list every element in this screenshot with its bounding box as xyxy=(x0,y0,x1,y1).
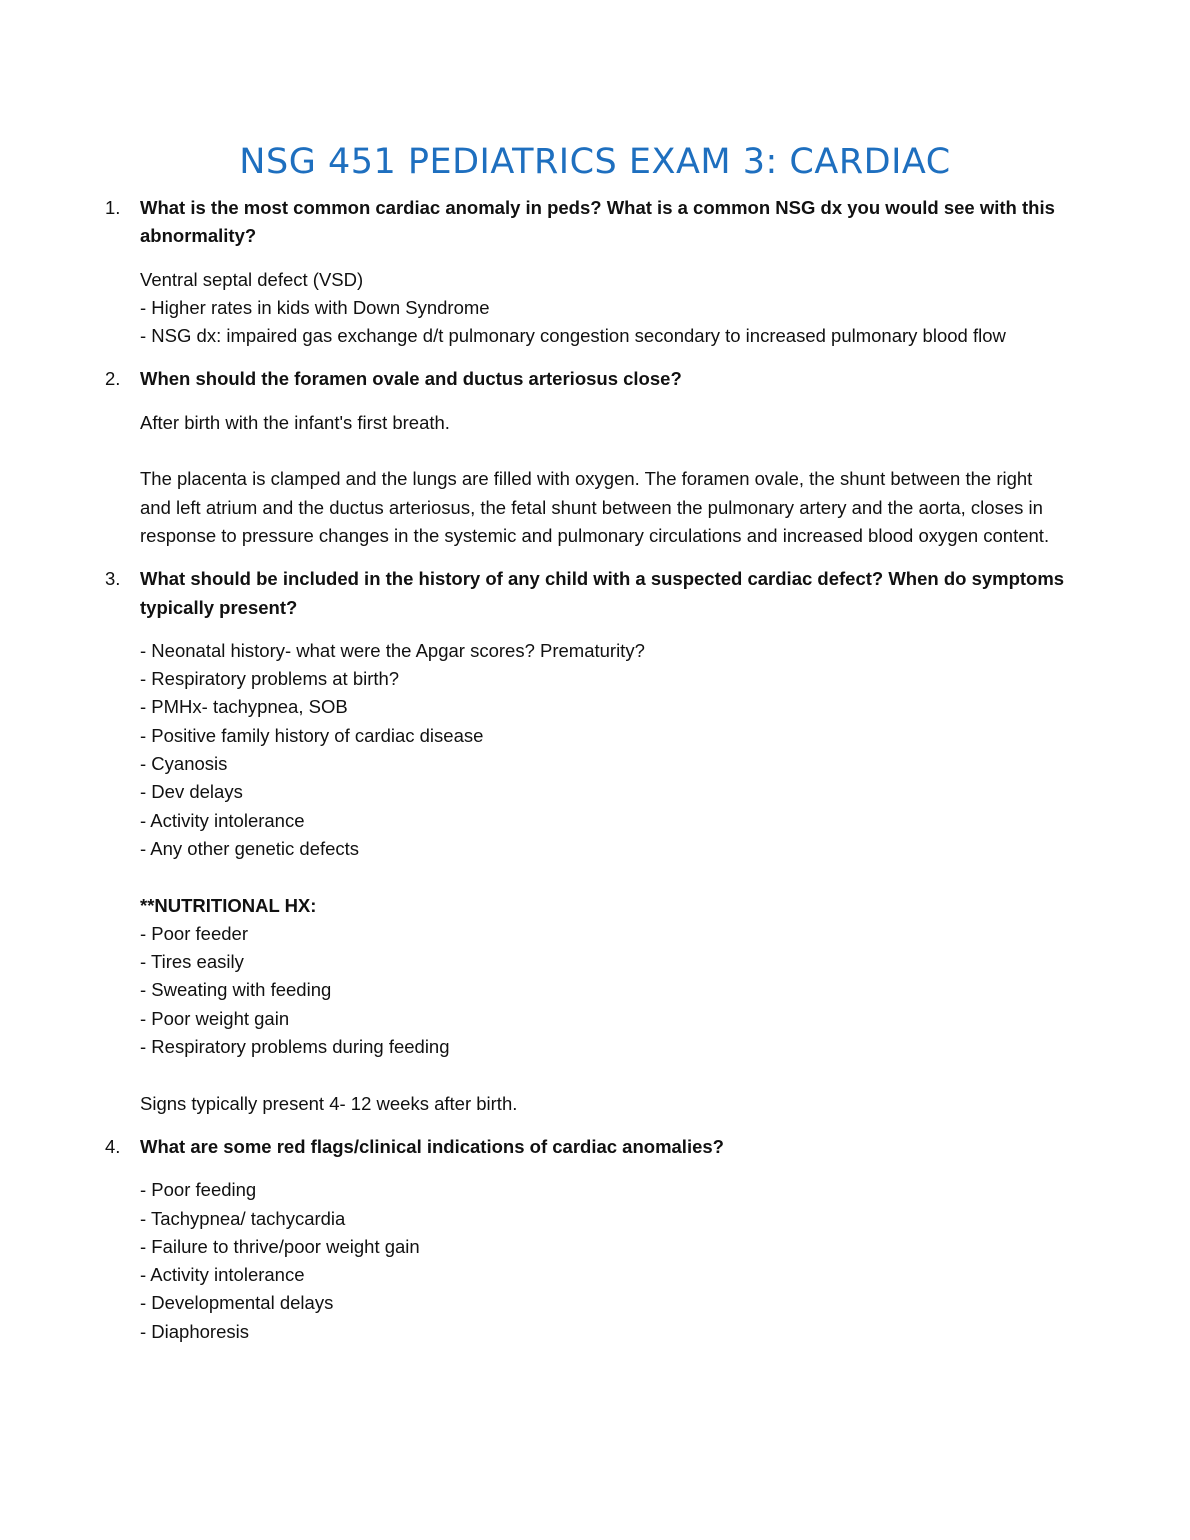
question-2 xyxy=(105,365,1065,393)
answer-line: - Failure to thrive/poor weight gain xyxy=(140,1235,420,1257)
question-3 xyxy=(105,565,1065,622)
answer-line: - Neonatal history- what were the Apgar scores? Prematurity? xyxy=(140,639,645,661)
answer-paragraph: The placenta is clamped and the lungs are filled with oxygen. The foramen ovale, the shunt between the right and left atrium and the ductus arteriosus, the fetal shunt between the pulmonary artery and the aorta, closes in response to pressure changes in the systemic and pulmonary circulations and increased blood oxygen content. xyxy=(140,468,1050,546)
answer-line: - Any other genetic defects xyxy=(140,837,360,859)
answer-line: - Developmental delays xyxy=(140,1292,334,1314)
question-number: 1. xyxy=(105,197,121,218)
question-text: What should be included in the history of any child with a suspected cardiac defect? When do symptoms typically present? xyxy=(140,568,1065,618)
answer-closing: Signs typically present 4- 12 weeks after birth. xyxy=(140,1092,518,1114)
answer-line: After birth with the infant's first breath. xyxy=(140,411,450,433)
answer-line: - Diaphoresis xyxy=(140,1320,249,1342)
nutritional-hx-heading: **NUTRITIONAL HX: xyxy=(140,894,317,916)
question-number: 4. xyxy=(105,1135,121,1157)
answer-line: Ventral septal defect (VSD) xyxy=(140,268,364,290)
answer-line: - PMHx- tachypnea, SOB xyxy=(140,696,348,718)
answer-line: - Respiratory problems during feeding xyxy=(140,1036,450,1058)
answer-2 xyxy=(105,409,1065,550)
answer-3 xyxy=(105,637,1065,1118)
answer-line: - Activity intolerance xyxy=(140,809,305,831)
question-text: What is the most common cardiac anomaly in peds? What is a common NSG dx you would see with this abnormality? xyxy=(140,197,1055,247)
answer-line: - Positive family history of cardiac disease xyxy=(140,724,484,746)
answer-line: - Poor weight gain xyxy=(140,1007,290,1029)
answer-line: - Cyanosis xyxy=(140,753,228,775)
answer-line: - Respiratory problems at birth? xyxy=(140,668,400,690)
question-text: What are some red flags/clinical indications of cardiac anomalies? xyxy=(140,1135,724,1157)
document-title: NSG 451 PEDIATRICS EXAM 3: CARDIAC xyxy=(239,142,951,182)
question-4 xyxy=(105,1133,1065,1161)
document-body xyxy=(105,194,1065,1346)
answer-line: - Activity intolerance xyxy=(140,1264,305,1286)
answer-line: - Tachypnea/ tachycardia xyxy=(140,1207,346,1229)
question-text: When should the foramen ovale and ductus arteriosus close? xyxy=(140,368,682,390)
question-1 xyxy=(105,194,1065,251)
answer-line: - Tires easily xyxy=(140,951,244,973)
answer-line: - NSG dx: impaired gas exchange d/t pulmonary congestion secondary to increased pulmonary blood flow xyxy=(140,325,1006,347)
answer-line: - Sweating with feeding xyxy=(140,979,332,1001)
answer-1 xyxy=(105,266,1065,351)
answer-line: - Poor feeder xyxy=(140,922,248,944)
question-number: 3. xyxy=(105,568,121,590)
answer-line: - Higher rates in kids with Down Syndrome xyxy=(140,296,490,318)
answer-line: - Poor feeding xyxy=(140,1179,257,1201)
answer-line: - Dev delays xyxy=(140,781,243,803)
answer-4 xyxy=(105,1176,1065,1346)
question-number: 2. xyxy=(105,368,121,390)
